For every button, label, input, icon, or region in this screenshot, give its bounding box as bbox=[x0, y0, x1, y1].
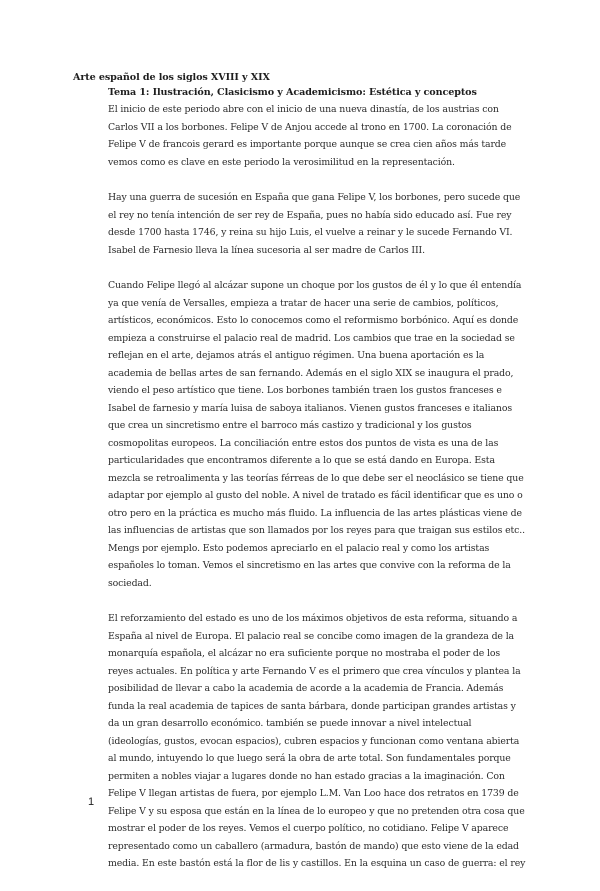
paragraph bbox=[108, 101, 533, 171]
text-line: representado como un caballero (armadura, bastón de mando) que esto viene de la edad bbox=[108, 840, 519, 852]
text-line: Cuando Felipe llegó al alcázar supone un choque por los gustos de él y lo que él entendía bbox=[108, 280, 522, 291]
text-line: empieza a construirse el palacio real de madrid. Los cambios que trae en la sociedad se bbox=[108, 332, 515, 344]
text-line: funda la real academia de tapices de santa bárbara, donde participan grandes artistas y bbox=[108, 700, 516, 712]
text-line: Isabel de farnesio y maría luisa de saboya italianos. Vienen gustos franceses e italianos bbox=[108, 402, 513, 414]
text-line: posibilidad de llevar a cabo la academia de acorde a la academia de Francia. Además bbox=[108, 683, 504, 694]
section-title: Tema 1: Ilustración, Clasicismo y Academicismo: Estética y conceptos bbox=[108, 87, 477, 98]
paragraph bbox=[108, 277, 533, 592]
text-line: mezcla se retroalimenta y las teorías férreas de lo que debe ser el neoclásico se tiene que bbox=[108, 472, 524, 484]
text-line: permiten a nobles viajar a lugares donde no han estado gracias a la imaginación. Con bbox=[108, 770, 505, 782]
text-line: mostrar el poder de los reyes. Vemos el cuerpo político, no cotidiano. Felipe V aparece bbox=[108, 823, 509, 834]
text-line: Mengs por ejemplo. Esto podemos apreciarlo en el palacio real y como los artistas bbox=[108, 542, 490, 554]
text-line: Carlos VII a los borbones. Felipe V de Anjou accede al trono en 1700. La coronación de bbox=[108, 121, 512, 133]
text-line: viendo el peso artístico que tiene. Los borbones también traen los gustos franceses e bbox=[108, 385, 502, 396]
text-line: reyes actuales. En política y arte Fernando V es el primero que crea vínculos y plantea la bbox=[108, 665, 521, 677]
text-line: sociedad. bbox=[108, 577, 152, 589]
text-line: particularidades que encontramos diferente a lo que se está dando en Europa. Esta bbox=[108, 455, 495, 466]
text-line: El reforzamiento del estado es uno de los máximos objetivos de esta reforma, situando a bbox=[108, 613, 518, 624]
text-line: academia de bellas artes de san fernando. Además en el siglo XIX se inaugura el prado, bbox=[108, 367, 514, 379]
text-line: adaptar por ejemplo al gusto del noble. A nivel de tratado es fácil identificar que es uno o bbox=[108, 490, 523, 501]
text-line: da un gran desarrollo económico. también se puede innovar a nivel intelectual bbox=[108, 718, 472, 729]
text-line: vemos como es clave en este periodo la verosimilitud en la representación. bbox=[108, 156, 455, 168]
text-line: el rey no tenía intención de ser rey de España, pues no había sido educado así. Fue rey bbox=[108, 209, 512, 221]
text-line: ya que venía de Versalles, empieza a tratar de hacer una serie de cambios, políticos, bbox=[108, 297, 499, 309]
text-line: Felipe V de francois gerard es importante porque aunque se crea cien años más tarde bbox=[108, 139, 507, 150]
text-line: cosmopolitas europeos. La conciliación entre estos dos puntos de vista es una de las bbox=[108, 437, 499, 449]
text-line: al mundo, intuyendo lo que luego será la obra de arte total. Son fundamentales porque bbox=[108, 753, 511, 764]
text-line: que crea un sincretismo entre el barroco más castizo y tradicional y los gustos bbox=[108, 420, 472, 431]
body-text bbox=[108, 101, 533, 891]
text-line: Felipe V llegan artistas de fuera, por ejemplo L.M. Van Loo hace dos retratos en 1739 de bbox=[108, 788, 519, 799]
text-line: reflejan en el arte, dejamos atrás el antiguo régimen. Una buena aportación es la bbox=[108, 350, 485, 361]
text-line: El inicio de este periodo abre con el inicio de una nueva dinastía, de los austrias con bbox=[108, 104, 499, 115]
text-line: España al nivel de Europa. El palacio real se concibe como imagen de la grandeza de la bbox=[108, 630, 515, 642]
text-line: (ideologías, gustos, evocan espacios), cubren espacios y funcionan como ventana abierta bbox=[108, 735, 520, 747]
text-line: Hay una guerra de sucesión en España que gana Felipe V, los borbones, pero sucede que bbox=[108, 192, 521, 203]
text-line: otro pero en la práctica es mucho más fluido. La influencia de las artes plásticas viene de bbox=[108, 507, 522, 519]
text-line: las influencias de artistas que son llamados por los reyes para que traigan sus estilos etc.. bbox=[108, 525, 525, 536]
text-line: artísticos, económicos. Esto lo conocemos como el reformismo borbónico. Aquí es donde bbox=[108, 315, 519, 326]
text-line: españoles lo toman. Vemos el sincretismo en las artes que convive con la reforma de la bbox=[108, 560, 511, 571]
text-line: desde 1700 hasta 1746, y reina su hijo Luis, el vuelve a reinar y le sucede Fernando VI. bbox=[108, 227, 513, 238]
text-line: monarquía española, el alcázar no era suficiente porque no mostraba el poder de los bbox=[108, 648, 501, 659]
text-line: media. En este bastón está la flor de lis y castillos. En la esquina un caso de guerra: el rey bbox=[108, 858, 526, 869]
paragraph bbox=[108, 189, 533, 259]
text-line: Isabel de Farnesio lleva la línea sucesoria al ser madre de Carlos III. bbox=[108, 244, 425, 256]
paragraph bbox=[108, 610, 533, 873]
text-line: Felipe V y su esposa que están en la línea de lo europeo y que no pretenden otra cosa que bbox=[108, 805, 525, 817]
page-number: 1 bbox=[88, 796, 95, 808]
document-title: Arte español de los siglos XVIII y XIX bbox=[73, 72, 270, 83]
